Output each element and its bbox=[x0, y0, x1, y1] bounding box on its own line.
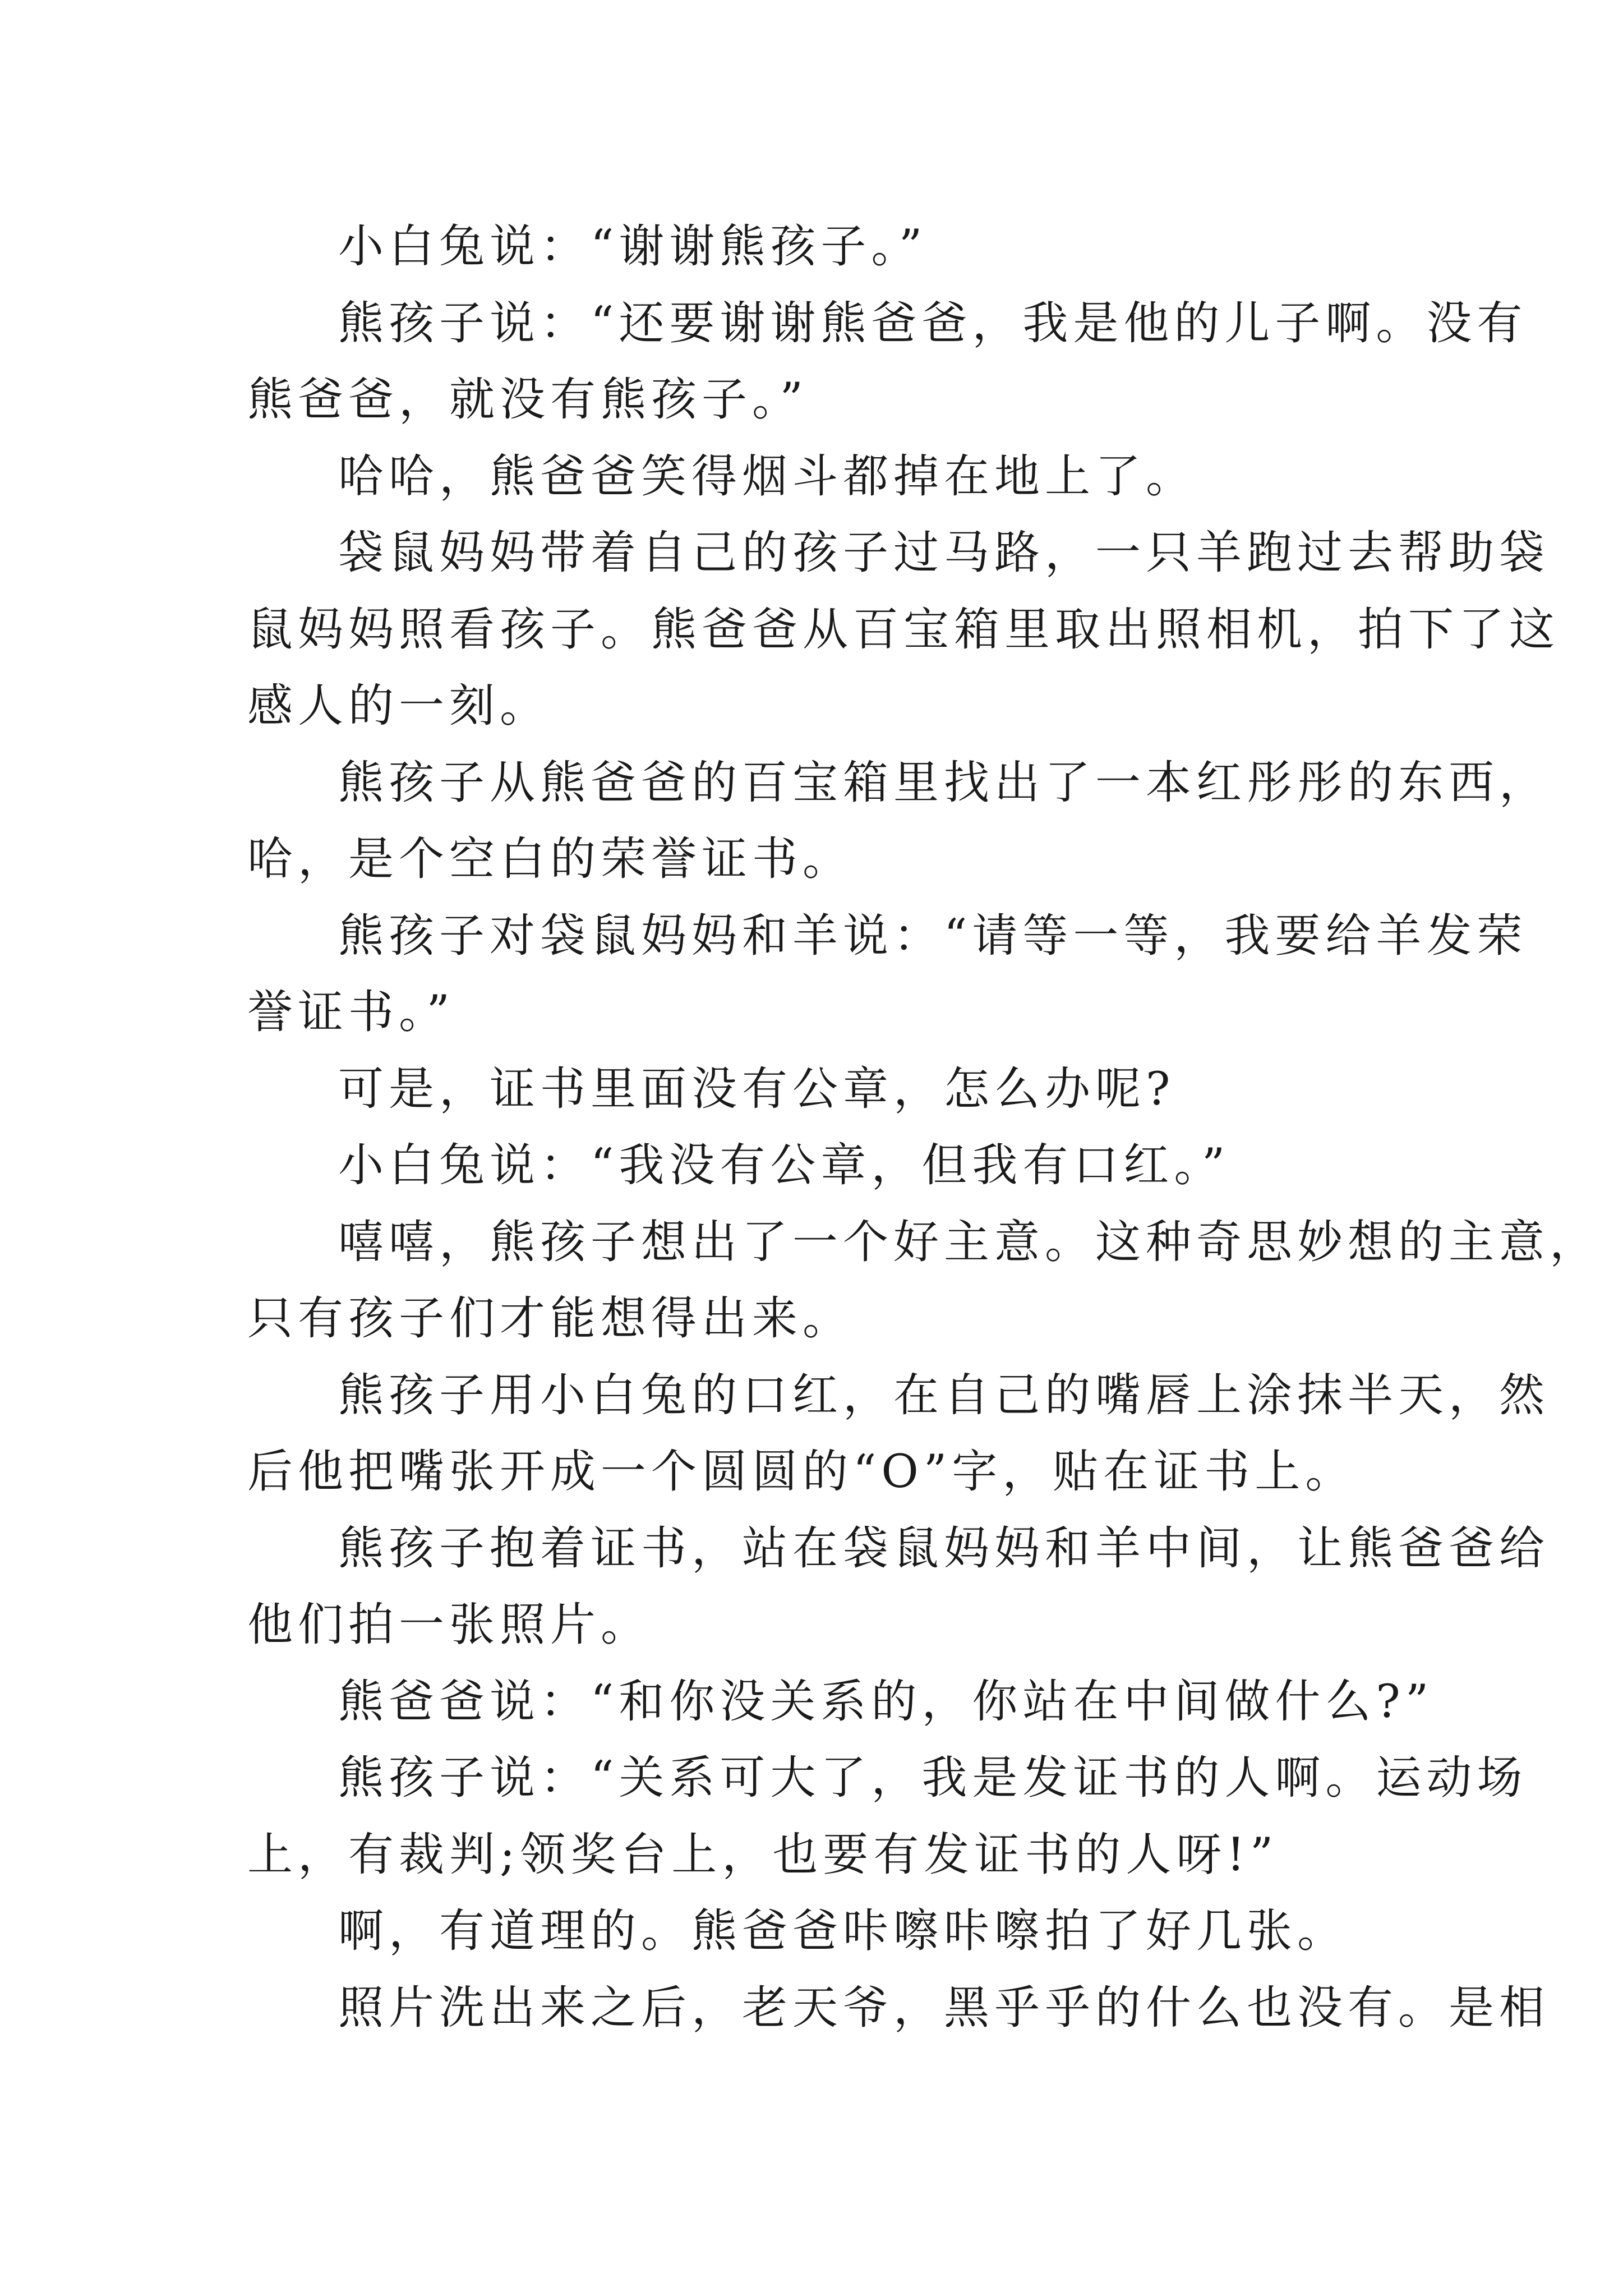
text-line-1: 小白兔说：“谢谢熊孩子。” bbox=[338, 220, 928, 273]
text-line-5: 袋鼠妈妈带着自己的孩子过马路，一只羊跑过去帮助袋 bbox=[338, 527, 1550, 579]
text-line-14: 嘻嘻，熊孩子想出了一个好主意。这种奇思妙想的主意， bbox=[338, 1216, 1601, 1269]
text-line-6: 鼠妈妈照看孩子。熊爸爸从百宝箱里取出照相机，拍下了这 bbox=[247, 603, 1560, 656]
text-line-24: 照片洗出来之后，老天爷，黑乎乎的什么也没有。是相 bbox=[338, 1981, 1550, 2035]
text-line-16: 熊孩子用小白兔的口红，在自己的嘴唇上涂抹半天，然 bbox=[338, 1369, 1550, 1422]
text-line-20: 熊爸爸说：“和你没关系的，你站在中间做什么?” bbox=[338, 1675, 1434, 1728]
story-text bbox=[247, 209, 1601, 2046]
text-line-9: 哈，是个空白的荣誉证书。 bbox=[247, 833, 854, 886]
text-line-19: 他们拍一张照片。 bbox=[247, 1599, 652, 1651]
text-line-17: 后他把嘴张开成一个圆圆的“O”字，贴在证书上。 bbox=[247, 1446, 1356, 1498]
text-line-21: 熊孩子说：“关系可大了，我是发证书的人啊。运动场 bbox=[338, 1752, 1528, 1805]
text-line-8: 熊孩子从熊爸爸的百宝箱里找出了一本红彤彤的东西， bbox=[338, 756, 1550, 809]
text-line-4: 哈哈，熊爸爸笑得烟斗都掉在地上了。 bbox=[338, 450, 1197, 503]
text-line-10: 熊孩子对袋鼠妈妈和羊说：“请等一等，我要给羊发荣 bbox=[338, 909, 1528, 963]
text-line-23: 啊，有道理的。熊爸爸咔嚓咔嚓拍了好几张。 bbox=[338, 1905, 1348, 1958]
text-line-15: 只有孩子们才能想得出来。 bbox=[247, 1292, 854, 1345]
text-line-7: 感人的一刻。 bbox=[247, 680, 551, 733]
text-line-11: 誉证书。” bbox=[247, 986, 455, 1039]
text-line-3: 熊爸爸，就没有熊孩子。” bbox=[247, 374, 808, 426]
text-line-2: 熊孩子说：“还要谢谢熊爸爸，我是他的儿子啊。没有 bbox=[338, 297, 1528, 350]
text-line-12: 可是，证书里面没有公章，怎么办呢? bbox=[338, 1062, 1175, 1116]
text-line-13: 小白兔说：“我没有公章，但我有口红。” bbox=[338, 1139, 1230, 1192]
text-line-18: 熊孩子抱着证书，站在袋鼠妈妈和羊中间，让熊爸爸给 bbox=[338, 1522, 1550, 1575]
text-line-22: 上，有裁判;领奖台上，也要有发证书的人呀!” bbox=[247, 1828, 1279, 1881]
